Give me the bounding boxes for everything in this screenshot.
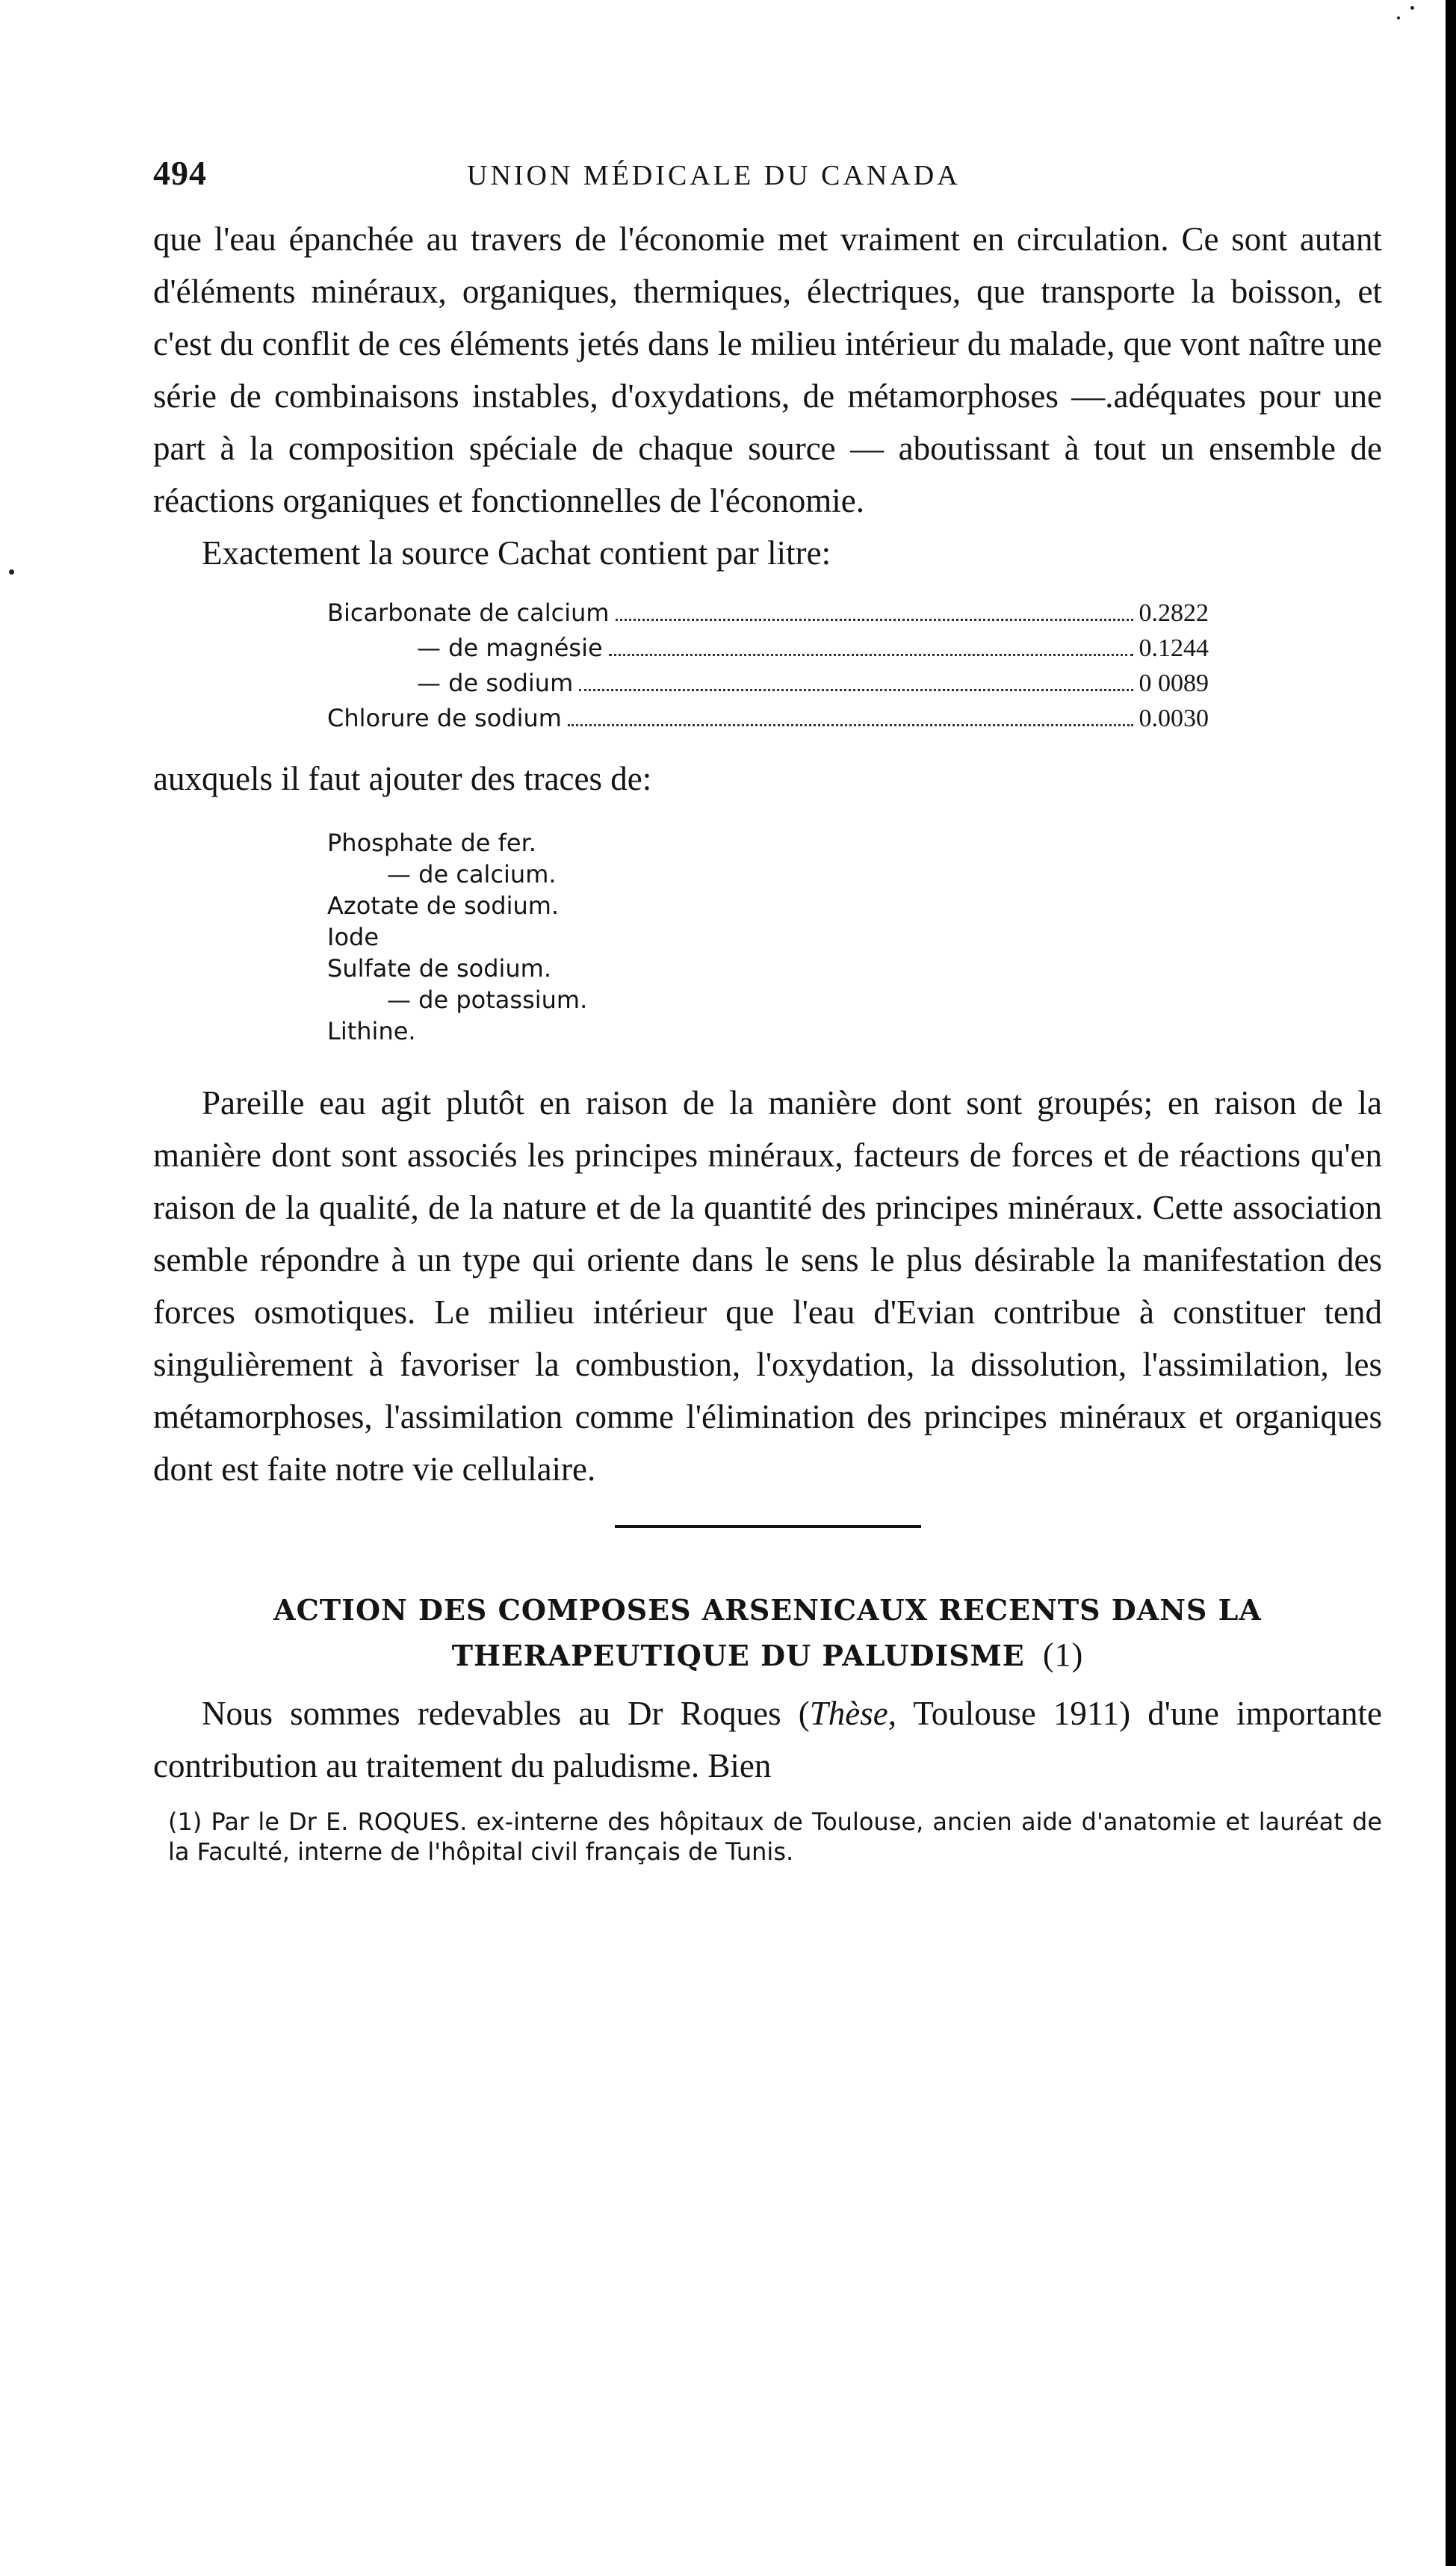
section-title-line [153,1633,1382,1678]
running-title: UNION MÉDICALE DU CANADA [467,160,961,191]
document-page [153,153,1382,1867]
section-title [153,1588,1382,1678]
trace-item: Sulfate de sodium. [327,954,552,983]
composition-row [327,701,1209,736]
composition-name: Bicarbonate de calcium [327,599,610,627]
composition-value: 0.1244 [1139,634,1209,662]
composition-row [327,666,1209,701]
dot-leader [568,724,1133,726]
composition-name: Chlorure de sodium [327,704,562,732]
footnote-reference: (1) [1042,1636,1084,1673]
footnote-text: (1) Par le Dr E. ROQUES. ex-interne des hôpitaux de Toulouse, ancien aide d'anatomie et lauréat de la Faculté, interne de l'hôpital civil français de Tunis. [168,1808,1382,1866]
paragraph-text: Toulouse 1911) d'une importante contribution au traitement du paludisme. Bien [153,1695,1382,1784]
dot-leader [609,654,1133,656]
body-paragraph-2: Exactement la source Cachat contient par litre: [202,534,831,572]
footnote [153,1807,1382,1867]
trace-item: Azotate de sodium. [327,891,560,920]
composition-value: 0 0089 [1139,670,1209,697]
composition-name: — de sodium [417,669,574,697]
page-number: 494 [153,154,207,192]
composition-value: 0.0030 [1139,705,1209,732]
scan-speck [1397,16,1400,19]
section-title-line: ACTION DES COMPOSES ARSENICAUX RECENTS DANS LA [273,1593,1262,1627]
trace-item: Phosphate de fer. [327,829,536,857]
trace-item: — de potassium. [387,986,588,1014]
citation-italic: Thèse, [809,1695,897,1732]
composition-row [327,596,1209,631]
trace-item: — de calcium. [387,860,557,888]
dot-leader [579,689,1133,691]
trace-item: Lithine. [327,1017,416,1045]
composition-name: — de magnésie [417,634,603,662]
traces-intro: auxquels il faut ajouter des traces de: [153,760,652,797]
paragraph-text: Nous sommes redevables au Dr Roques ( [202,1695,810,1732]
trace-item: Iode [327,923,380,951]
scan-edge [1446,0,1456,2566]
composition-row [327,631,1209,666]
section-divider [615,1525,921,1528]
dot-leader [616,619,1133,621]
traces-list [327,827,1382,1047]
composition-value: 0.2822 [1139,599,1209,627]
body-paragraph-4 [153,1687,1382,1792]
scan-speck [9,569,14,575]
section-title-text: THERAPEUTIQUE DU PALUDISME [451,1639,1025,1672]
page-header [153,153,1382,198]
body-paragraph-3: Pareille eau agit plutôt en raison de la manière dont sont groupés; en raison de la manière dont sont associés les principes minéraux, facteurs de forces et de réactions qu'en raison de la qualité, de la nature et de la quantité des principes minéraux. Cette association semble répondre à un type qui oriente dans le sens le plus désirable la manifestation des forces osmotiques. Le milieu intérieur que l'eau d'Evian contribue à constituer tend singulièrement à favoriser la combustion, l'oxydation, la dissolution, l'assimilation, les métamorphoses, l'assimilation comme l'élimination des principes minéraux et organiques dont est faite notre vie cellulaire. [153,1084,1382,1488]
body-paragraph-1: que l'eau épanchée au travers de l'économie met vraiment en circulation. Ce sont autant d'éléments minéraux, organiques, thermiques, électriques, que transporte la boisson, et c'est du conflit de ces éléments jetés dans le milieu intérieur du malade, que vont naître une série de combinaisons instables, d'oxydations, de métamorphoses —.adéquates pour une part à la composition spéciale de chaque source — aboutissant à tout un ensemble de réactions organiques et fonctionnelles de l'économie. [153,220,1382,519]
composition-table [327,596,1209,736]
scan-speck [1410,6,1414,10]
